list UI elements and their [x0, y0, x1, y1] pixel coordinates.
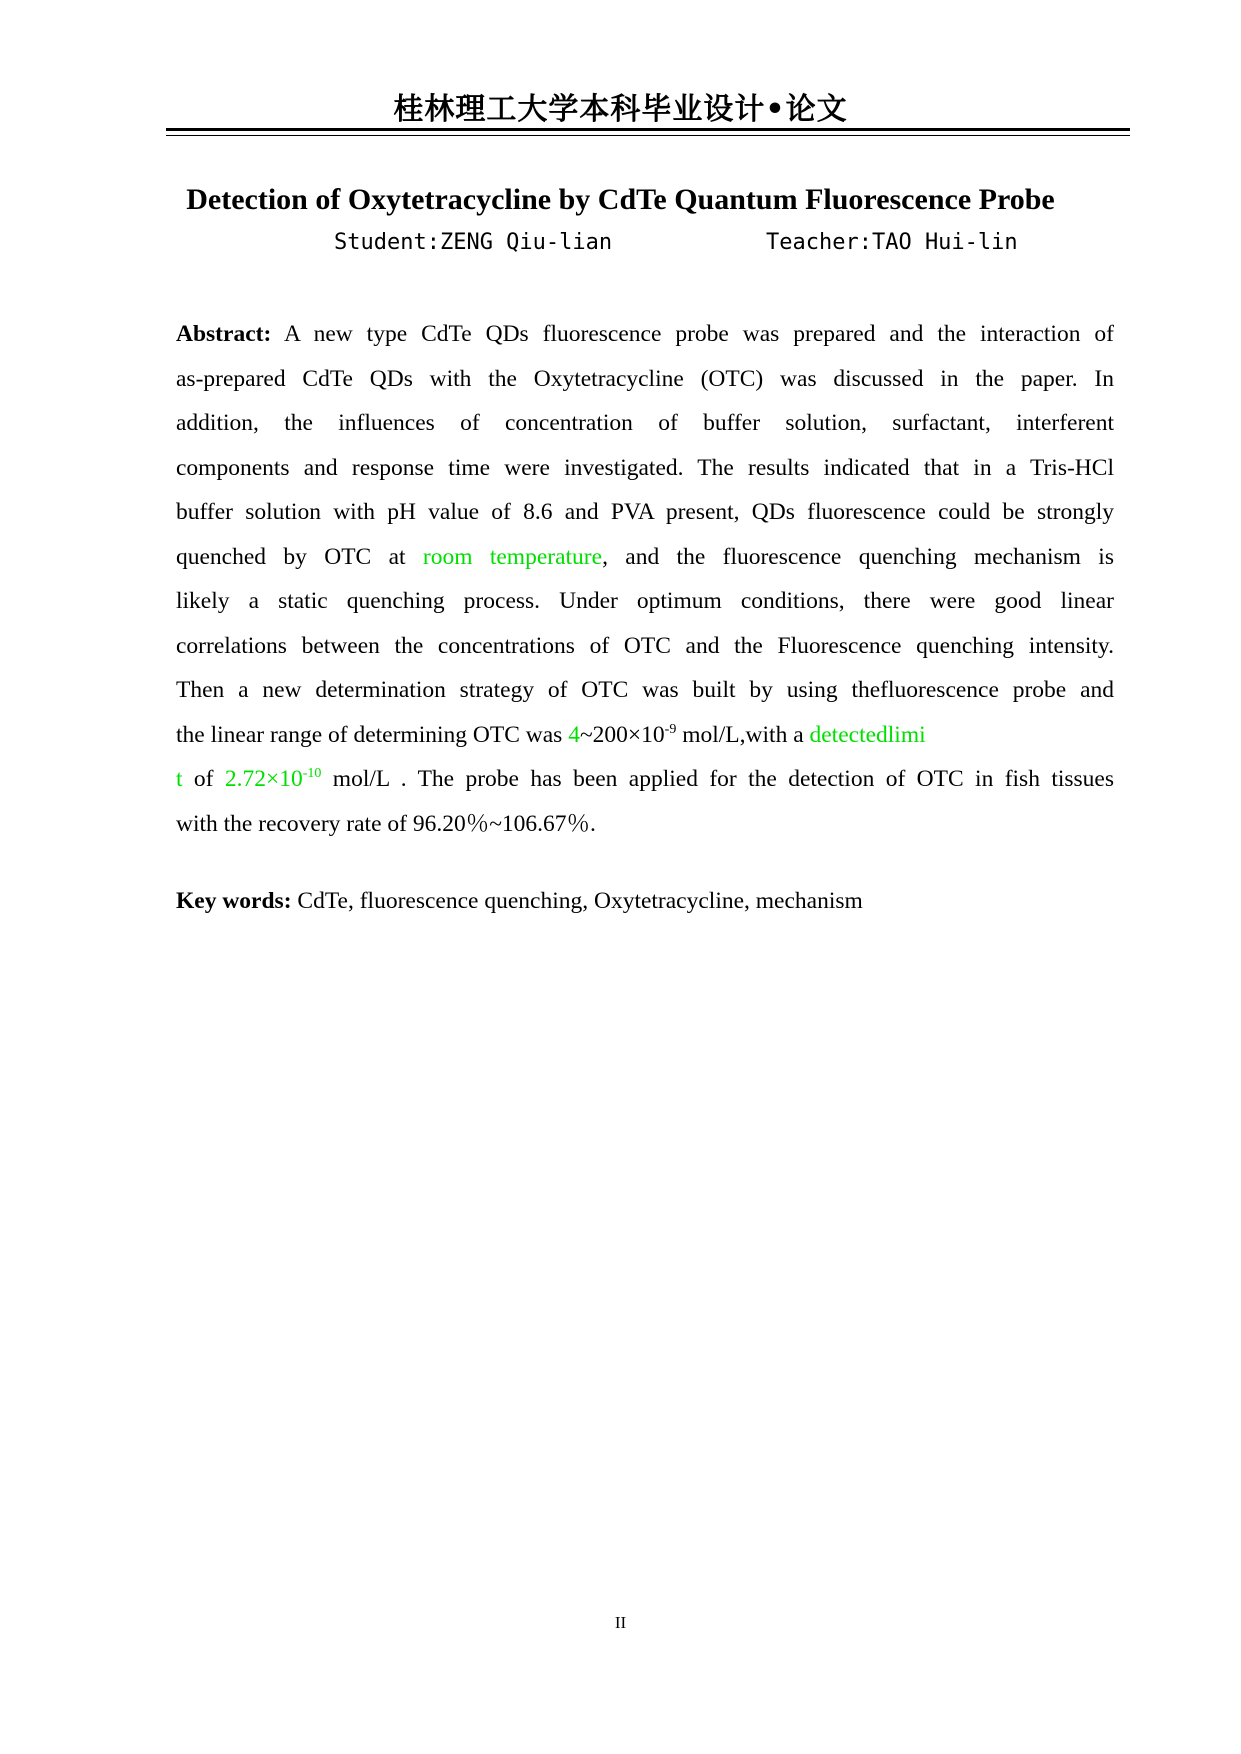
abstract-line-4: components and response time were investigated. The results indicated that in a Tris-HCl — [176, 454, 1114, 481]
highlighted-text: 2.72×10 — [224, 766, 303, 792]
abstract-text: , and the fluorescence quenching mechanism is — [602, 543, 1114, 570]
abstract-line-1 — [176, 312, 1114, 357]
abstract-text: mol/L,with a — [676, 721, 810, 748]
abstract-line-9: Then a new determination strategy of OTC was built by using thefluorescence probe and — [176, 677, 1114, 703]
abstract-text: mol/L . The probe has been applied for the detection of OTC in fish tissues — [321, 766, 1114, 792]
page-header-title: 桂林理工大学本科毕业设计•论文 — [393, 92, 848, 127]
abstract-text: A new type CdTe QDs fluorescence probe was prepared and the interaction of — [271, 321, 1114, 347]
abstract-text: ~200×10 — [579, 721, 665, 748]
header-double-rule — [166, 128, 1130, 136]
keywords-text: CdTe, fluorescence quenching, Oxytetracycline, mechanism — [291, 888, 863, 914]
teacher-name: Teacher:TAO Hui-lin — [766, 230, 1018, 255]
abstract-line-12: with the recovery rate of 96.20％~106.67％. — [176, 810, 596, 837]
highlighted-text: 4 — [568, 721, 580, 748]
highlighted-text: room temperature — [422, 543, 603, 570]
page-number: II — [614, 1613, 627, 1632]
superscript: -9 — [664, 721, 677, 737]
abstract-text: the linear range of determining OTC was — [176, 721, 569, 748]
abstract-line-2: as-prepared CdTe QDs with the Oxytetracycline (OTC) was discussed in the paper. In — [176, 365, 1114, 392]
abstract-text: of — [182, 766, 225, 792]
highlighted-text: detectedlimi — [809, 721, 926, 748]
highlighted-text: t — [176, 766, 183, 792]
abstract-text: quenched by OTC at — [176, 543, 423, 570]
abstract-label: Abstract: — [176, 321, 272, 347]
keywords-label: Key words: — [176, 888, 292, 914]
superscript: -10 — [302, 766, 322, 781]
abstract-line-5: buffer solution with pH value of 8.6 and PVA present, QDs fluorescence could be strongly — [176, 499, 1114, 525]
abstract-line-6 — [176, 535, 1114, 580]
abstract-line-3: addition, the influences of concentration of buffer solution, surfactant, interferent — [176, 410, 1114, 436]
keywords-line — [176, 888, 863, 915]
abstract-line-7: likely a static quenching process. Under optimum conditions, there were good linear — [176, 588, 1114, 614]
abstract-paragraph — [176, 312, 1114, 846]
abstract-line-10 — [176, 713, 1114, 758]
abstract-line-11 — [176, 757, 1114, 802]
abstract-line-8: correlations between the concentrations of OTC and the Fluorescence quenching intensity. — [176, 632, 1114, 659]
paper-title: Detection of Oxytetracycline by CdTe Quantum Fluorescence Probe — [186, 183, 1055, 216]
student-name: Student:ZENG Qiu-lian — [334, 230, 613, 255]
